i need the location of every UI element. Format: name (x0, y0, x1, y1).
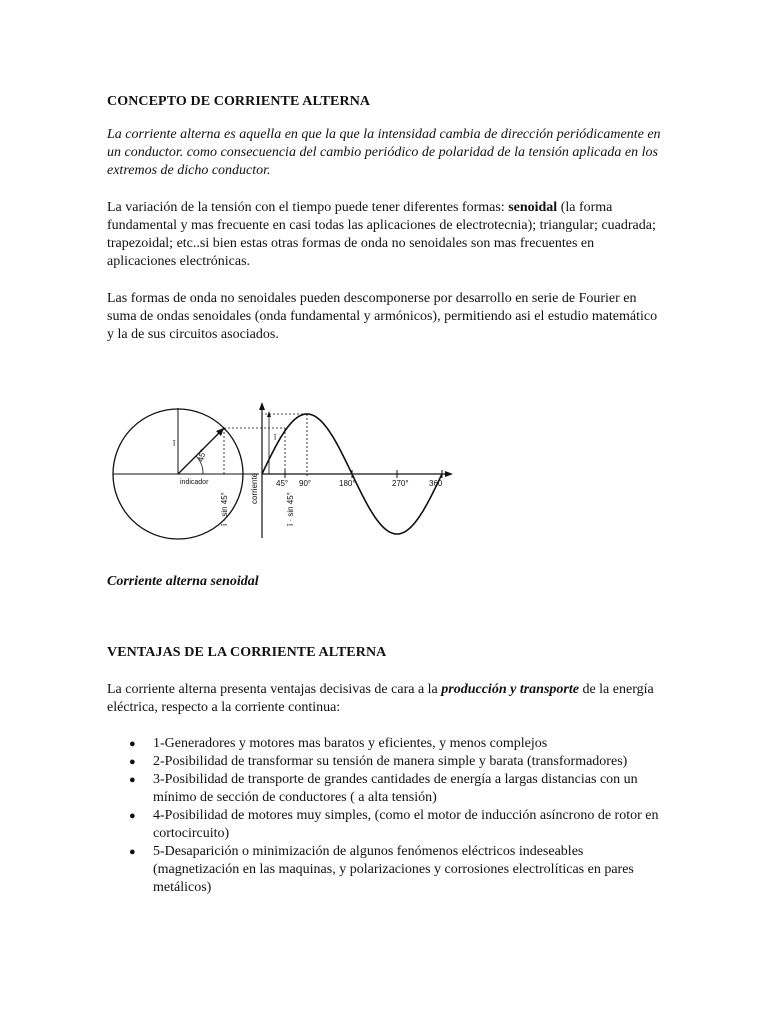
list-item-text: 5-Desaparición o minimización de algunos fenómenos eléctricos indeseables (magnetización en las maquinas, y polarizaciones y corrosiones electrolíticas en pares metálicos) (153, 844, 634, 895)
list-item-text: 1-Generadores y motores mas baratos y eficientes, y menos complejos (153, 736, 548, 751)
sin45-left-label: î · sin 45° (220, 492, 229, 526)
bullet-icon: ● (129, 846, 136, 858)
figure-caption: Corriente alterna senoidal (107, 574, 259, 589)
list-item-text: 3-Posibilidad de transporte de grandes cantidades de energía a largas distancias con un mínimo de sección de conductores ( a alta tensión) (153, 772, 638, 805)
list-item-text: 4-Posibilidad de motores muy simples, (como el motor de inducción asíncrono de rotor en cortocircuito) (153, 808, 659, 841)
waveforms-text-after: (la forma fundamental y mas frecuente en casi todas las aplicaciones de electrotecnia); triangular; cuadrada; trapezoidal; etc..si bien estas otras formas de onda no senoidales son mas frecuentes en aplicaciones electrónicas. (107, 200, 656, 269)
i-hat-right-label: î (274, 433, 277, 442)
sine-wave-figure (107, 398, 467, 550)
sin45-right-label: î · sin 45° (286, 492, 295, 526)
phasor-sine-diagram (107, 398, 467, 550)
angle-label: 45° (196, 448, 209, 463)
tick-270-label: 270° (392, 479, 409, 488)
section-title-ventajas: VENTAJAS DE LA CORRIENTE ALTERNA (107, 645, 387, 660)
tick-90-label: 90° (299, 479, 312, 488)
ventajas-intro (107, 681, 662, 717)
produccion-transporte-emphasis: producción y transporte (441, 682, 579, 697)
intro-paragraph: La corriente alterna es aquella en que la que la intensidad cambia de dirección periódicamente en un conductor. como consecuencia del cambio periódico de polaridad de la tensión aplicada en los extremos de dicho conductor. (107, 127, 661, 178)
advantages-list (107, 735, 662, 897)
ventajas-intro-before: La corriente alterna presenta ventajas decisivas de cara a la (107, 682, 442, 697)
list-item-text: 2-Posibilidad de transformar su tensión de manera simple y barata (transformadores) (153, 754, 628, 769)
list-item (107, 753, 662, 771)
waveforms-paragraph (107, 199, 662, 271)
ventajas-intro-after: de la energía eléctrica, respecto a la corriente continua: (107, 682, 654, 715)
corriente-label: corriente (250, 472, 259, 504)
bullet-icon: ● (129, 810, 136, 822)
indicador-label: indicador (180, 479, 209, 486)
section-title-concepto: CONCEPTO DE CORRIENTE ALTERNA (107, 94, 371, 109)
time-axis-arrow (445, 471, 453, 477)
current-axis-arrow (259, 402, 265, 410)
bullet-icon: ● (129, 756, 136, 768)
tick-180-label: 180° (339, 479, 356, 488)
list-item (107, 771, 662, 807)
i-hat-left-label: î (173, 439, 176, 448)
fourier-paragraph: Las formas de onda no senoidales pueden descomponerse por desarrollo en serie de Fourier en suma de ondas senoidales (onda fundamental y armónicos), permitiendo asi el estudio matemático y la de sus circuitos asociados. (107, 291, 658, 342)
list-item (107, 807, 662, 843)
bullet-icon: ● (129, 774, 136, 786)
bullet-icon: ● (129, 738, 136, 750)
list-item (107, 843, 662, 897)
tick-360-label: 360 (429, 479, 443, 488)
tick-45-label: 45° (276, 479, 289, 488)
list-item (107, 735, 662, 753)
senoidal-emphasis: senoidal (508, 200, 558, 215)
waveforms-text-before: La variación de la tensión con el tiempo puede tener diferentes formas: (107, 200, 509, 215)
